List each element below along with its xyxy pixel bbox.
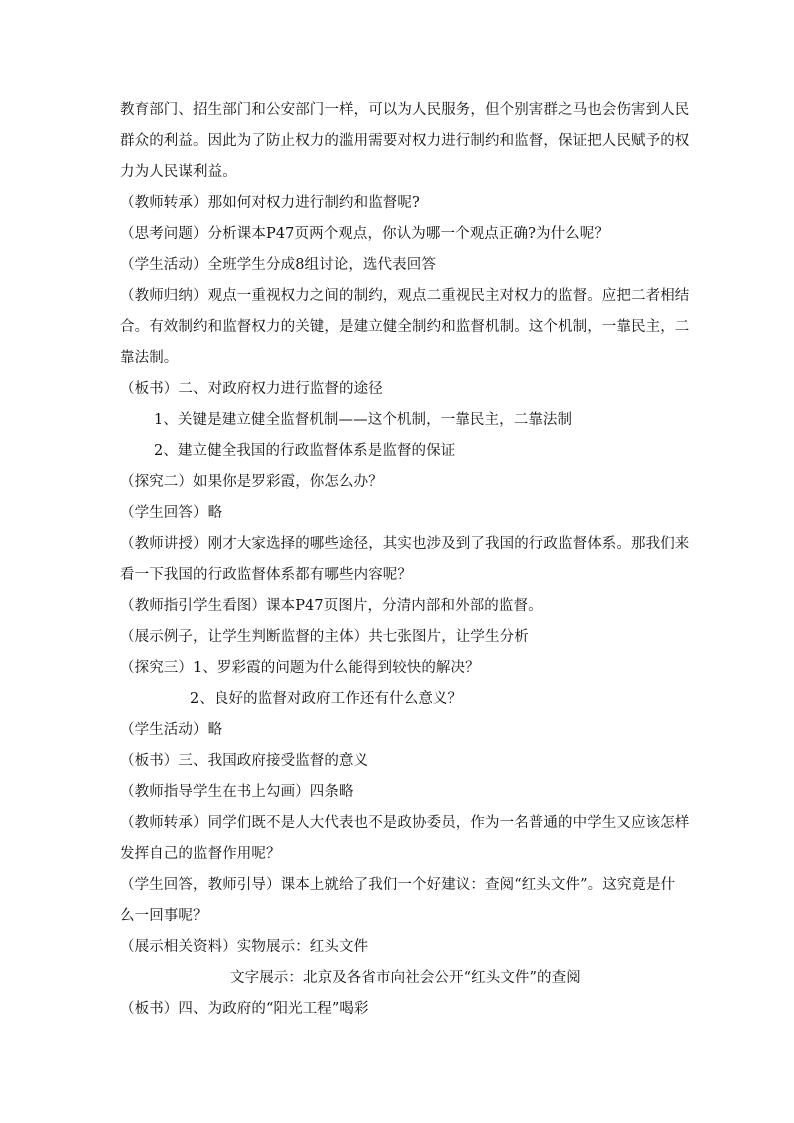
text-line: （教师转承）同学们既不是人大代表也不是政协委员，作为一名普通的中学生又应该怎样 [120,815,690,831]
text-line: （思考问题）分析课本P47页两个观点，你认为哪一个观点正确?为什么呢？ [120,226,609,242]
text-line: （探究二）如果你是罗彩霞，你怎么办？ [120,474,383,490]
text-line: 靠法制。 [120,350,179,366]
text-line: （学生活动）略 [120,722,223,738]
text-line: （板书）三、我国政府接受监督的意义 [120,753,369,769]
text-line: （教师指引学生看图）课本P47页图片，分清内部和外部的监督。 [120,598,543,614]
text-line: 1、关键是建立健全监督机制——这个机制，一靠民主，二靠法制 [154,412,573,428]
text-line: 文字展示：北京及各省市向社会公开“红头文件”的查阅 [230,970,581,986]
text-line: （学生回答，教师引导）课本上就给了我们一个好建议：查阅“红头文件”。这究竟是什 [120,877,676,893]
text-line: （教师转承）那如何对权力进行制约和监督呢? [120,195,420,211]
text-line: （教师指导学生在书上勾画）四条略 [120,784,354,800]
text-line: 2、良好的监督对政府工作还有什么意义？ [190,691,463,707]
text-line: （展示相关资料）实物展示：红头文件 [120,939,369,955]
text-line: （学生活动）全班学生分成8组讨论，选代表回答 [120,257,436,273]
text-line: （教师归纳）观点一重视权力之间的制约，观点二重视民主对权力的监督。应把二者相结 [120,288,690,304]
text-line: 看一下我国的行政监督体系都有哪些内容呢？ [120,567,412,583]
text-line: （教师讲授）刚才大家选择的哪些途径，其实也涉及到了我国的行政监督体系。那我们来 [120,536,690,552]
text-line: 发挥自己的监督作用呢？ [120,846,281,862]
text-line: 合。有效制约和监督权力的关键，是建立健全制约和监督机制。这个机制，一靠民主，二 [120,319,690,335]
text-line: （板书）二、对政府权力进行监督的途径 [120,381,383,397]
text-line: （学生回答）略 [120,505,223,521]
text-line: 力为人民谋利益。 [120,164,237,180]
text-line: （板书）四、为政府的“阳光工程”喝彩 [120,1001,369,1017]
text-line: （探究三）1、罗彩霞的问题为什么能得到较快的解决？ [120,660,480,676]
text-line: 教育部门、招生部门和公安部门一样，可以为人民服务，但个别害群之马也会伤害到人民 [120,102,690,118]
text-line: 2、建立健全我国的行政监督体系是监督的保证 [154,443,456,459]
text-line: （展示例子，让学生判断监督的主体）共七张图片，让学生分析 [120,629,529,645]
text-line: 么一回事呢？ [120,908,208,924]
text-line: 群众的利益。因此为了防止权力的滥用需要对权力进行制约和监督，保证把人民赋予的权 [120,133,690,149]
